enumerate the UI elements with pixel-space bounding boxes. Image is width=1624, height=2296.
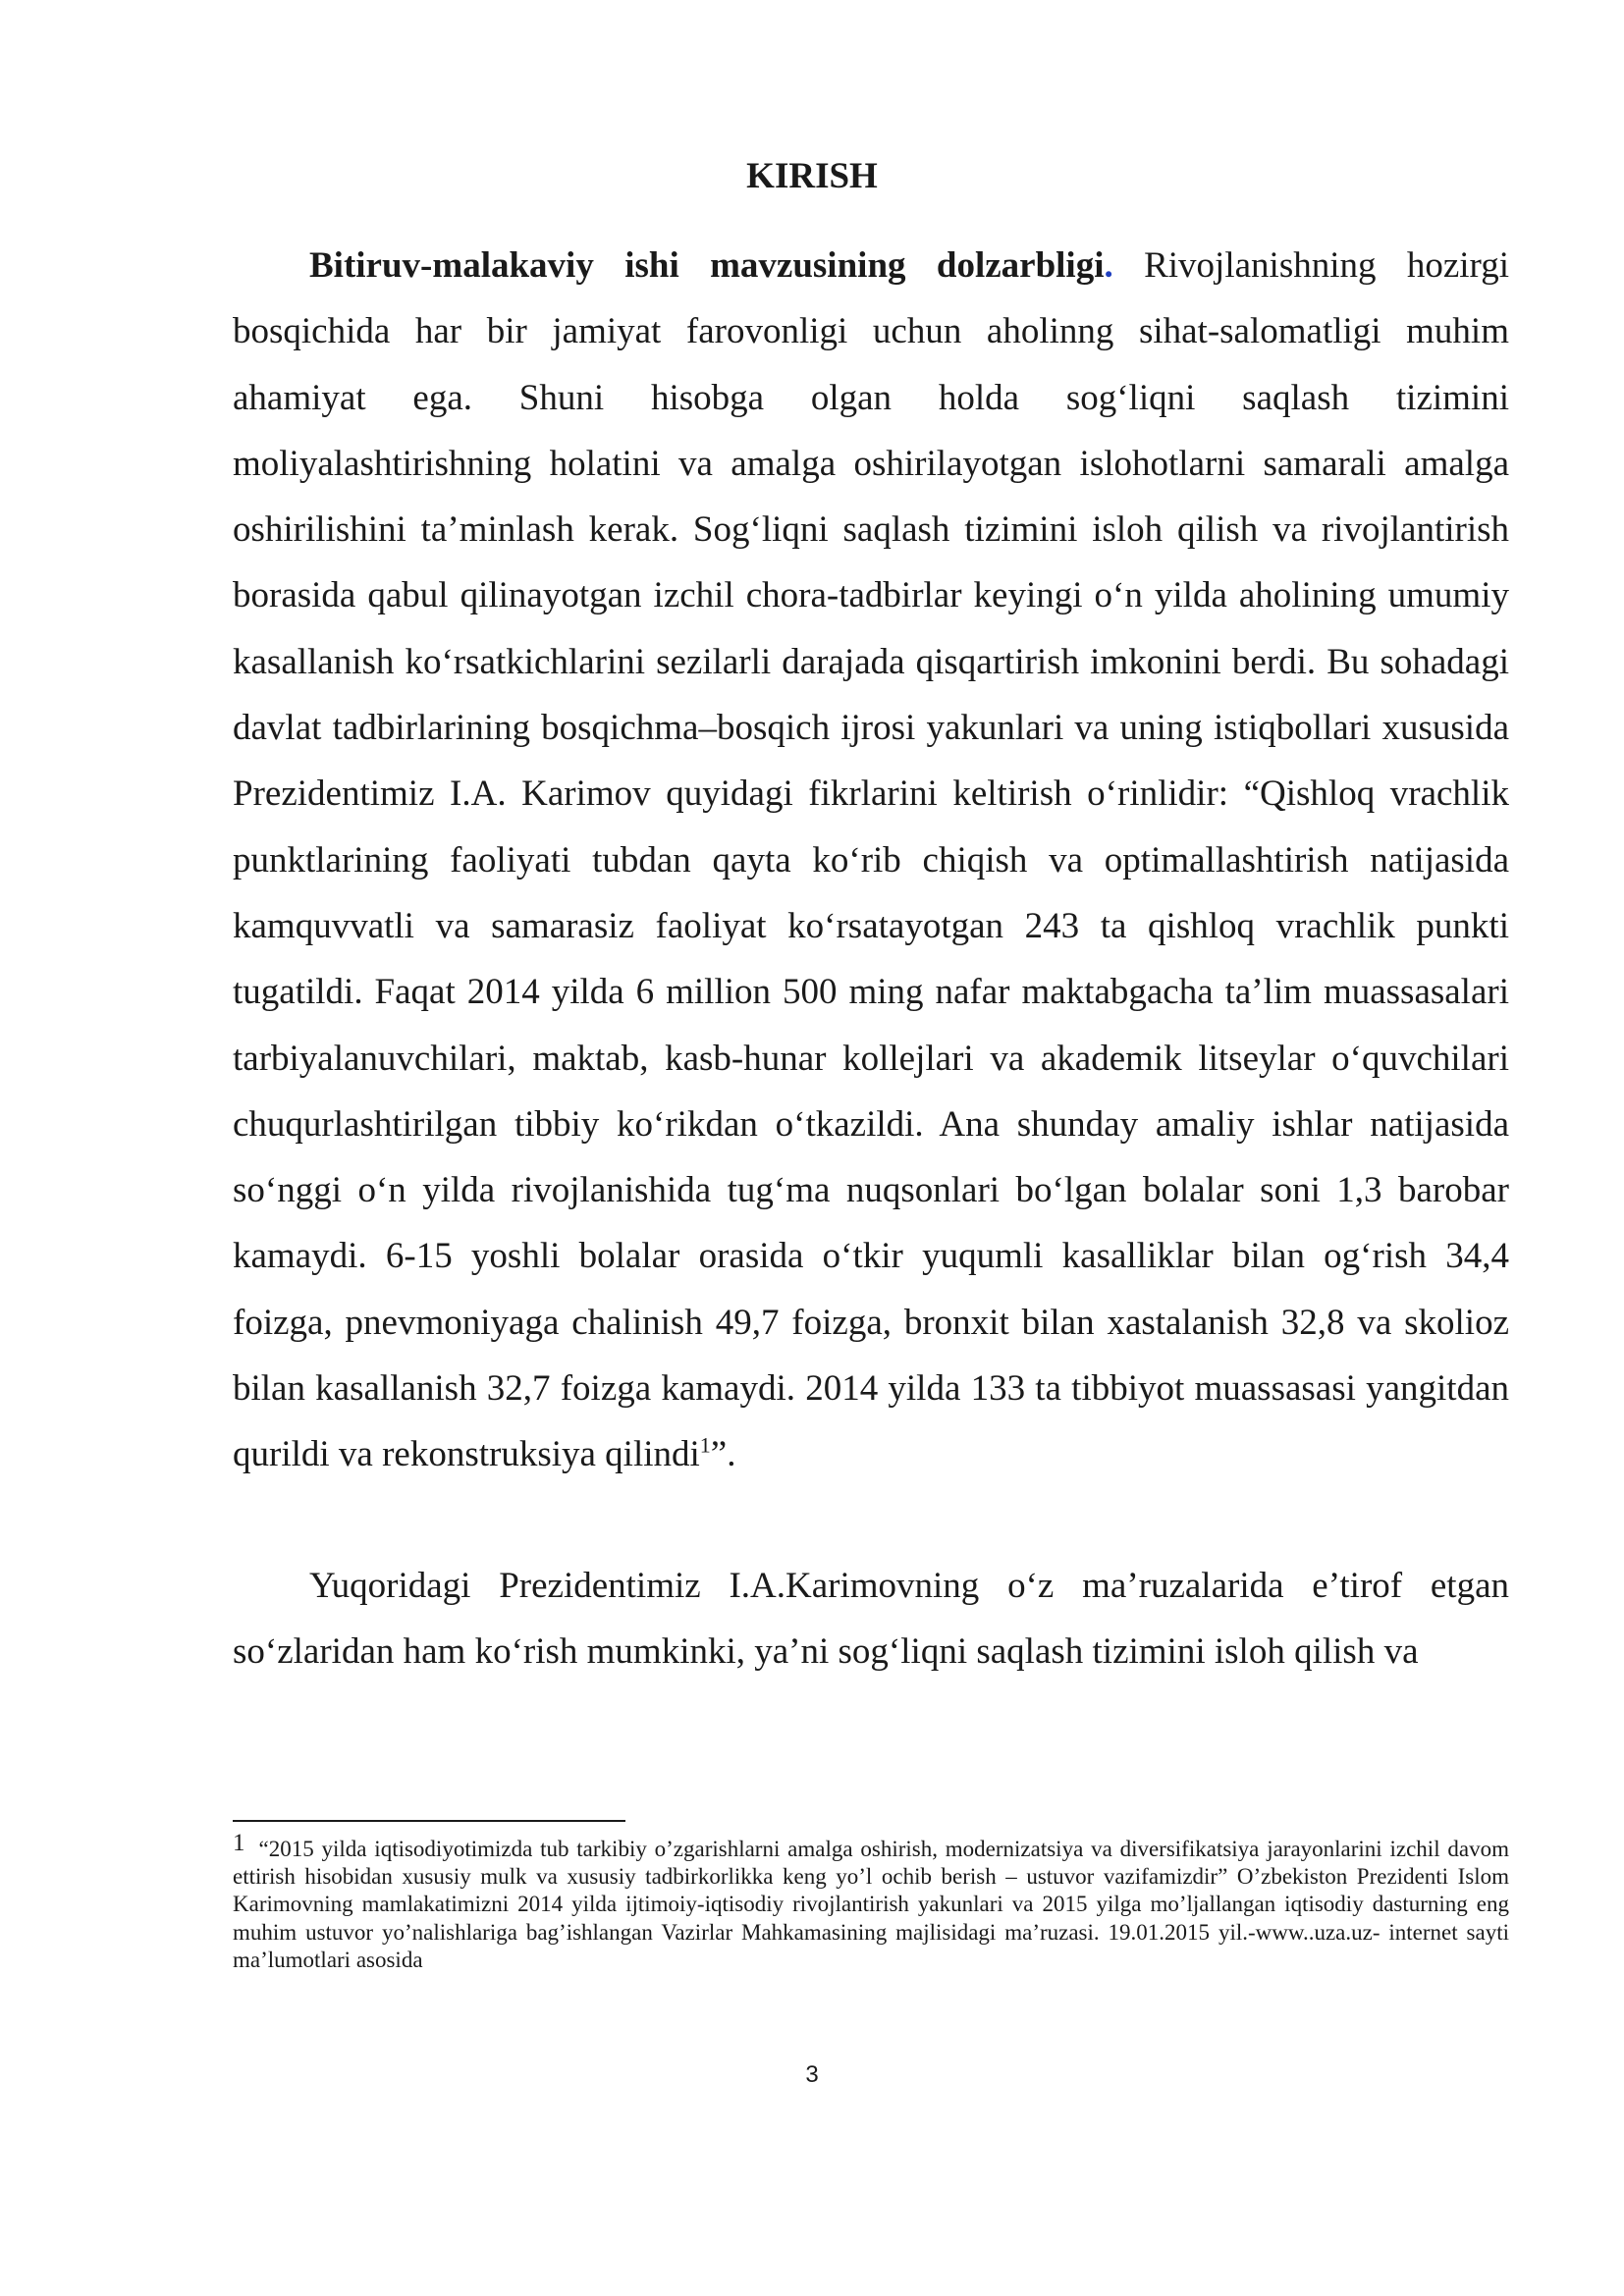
footnote — [233, 1830, 1509, 1974]
footnote-marker: 1 — [233, 1830, 245, 1856]
paragraph-continuation: Yuqoridagi Prezidentimiz I.A.Karimovning o‘z ma’ruzalarida e’tirof etgan so‘zlaridan ham ko‘rish mumkinki, ya’ni sog‘liqni saqlash tizimini isloh qilish va — [233, 1566, 1509, 1673]
page-title: KIRISH — [746, 156, 878, 196]
paragraph-relevance — [233, 233, 1509, 1488]
paragraph-relevance-tail: ”. — [710, 1434, 736, 1475]
footnote-separator — [233, 1820, 625, 1822]
heading-period: . — [1104, 245, 1113, 286]
page-number: 3 — [805, 2061, 819, 2088]
paragraph-relevance-text: Rivojlanishning hozirgi bosqichida har bir jamiyat farovonligi uchun aholinng sihat-salomatligi muhim ahamiyat ega. Shuni hisobga olgan holda sog‘liqni saqlash tizimini moliyalashtirishning holatini va amalga oshirilayotgan islohotlarni samarali amalga oshirilishini ta’minlash kerak. Sog‘liqni saqlash tizimini isloh qilish va rivojlantirish borasida qabul qilinayotgan izchil chora-tadbirlar keyingi o‘n yilda aholining umumiy kasallanish ko‘rsatkichlarini sezilarli darajada qisqartirish imkonini berdi. Bu sohadagi davlat tadbirlarining bosqichma–bosqich ijrosi yakunlari va uning istiqbollari xususida Prezidentimiz I.A. Karimov quyidagi fikrlarini keltirish o‘rinlidir: “Qishloq vrachlik punktlarining faoliyati tubdan qayta ko‘rib chiqish va optimallashtirish natijasida kamquvvatli va samarasiz faoliyat ko‘rsatayotgan 243 ta qishloq vrachlik punkti tugatildi. Faqat 2014 yilda 6 million 500 ming nafar maktabgacha ta’lim muassasalari tarbiyalanuvchilari, maktab, kasb-hunar kollejlari va akademik litseylar o‘quvchilari chuqurlashtirilgan tibbiy ko‘rikdan o‘tkazildi. Ana shunday amaliy ishlar natijasida so‘nggi o‘n yilda rivojlanishida tug‘ma nuqsonlari bo‘lgan bolalar soni 1,3 barobar kamaydi. 6-15 yoshli bolalar orasida o‘tkir yuqumli kasalliklar bilan og‘rish 34,4 foizga, pnevmoniyaga chalinish 49,7 foizga, bronxit bilan xastalanish 32,8 va skolioz bilan kasallanish 32,7 foizga kamaydi. 2014 yilda 133 ta tibbiyot muassasasi yangitdan qurildi va rekonstruksiya qilindi — [233, 245, 1509, 1475]
relevance-heading: Bitiruv-malakaviy ishi mavzusining dolzarbligi — [309, 245, 1105, 286]
footnote-text: “2015 yilda iqtisodiyotimizda tub tarkibiy o’zgarishlarni amalga oshirish, modernizatsiya va diversifikatsiya jarayonlarini izchil davom ettirish hisobidan xususiy mulk va xususiy tadbirkorlikka keng yo’l ochib berish – ustuvor vazifamizdir” O’zbekiston Prezidenti Islom Karimovning mamlakatimizni 2014 yilda ijtimoiy-iqtisodiy rivojlantirish yakunlari va 2015 yilga mo’ljallangan iqtisodiy dasturning eng muhim ustuvor yo’nalishlariga bag’ishlangan Vazirlar Mahkamasining majlisidagi ma’ruzasi. 19.01.2015 yil.-www..uza.uz- internet sayti ma’lumotlari asosida — [233, 1837, 1509, 1972]
footnote-reference[interactable]: 1 — [699, 1433, 711, 1459]
